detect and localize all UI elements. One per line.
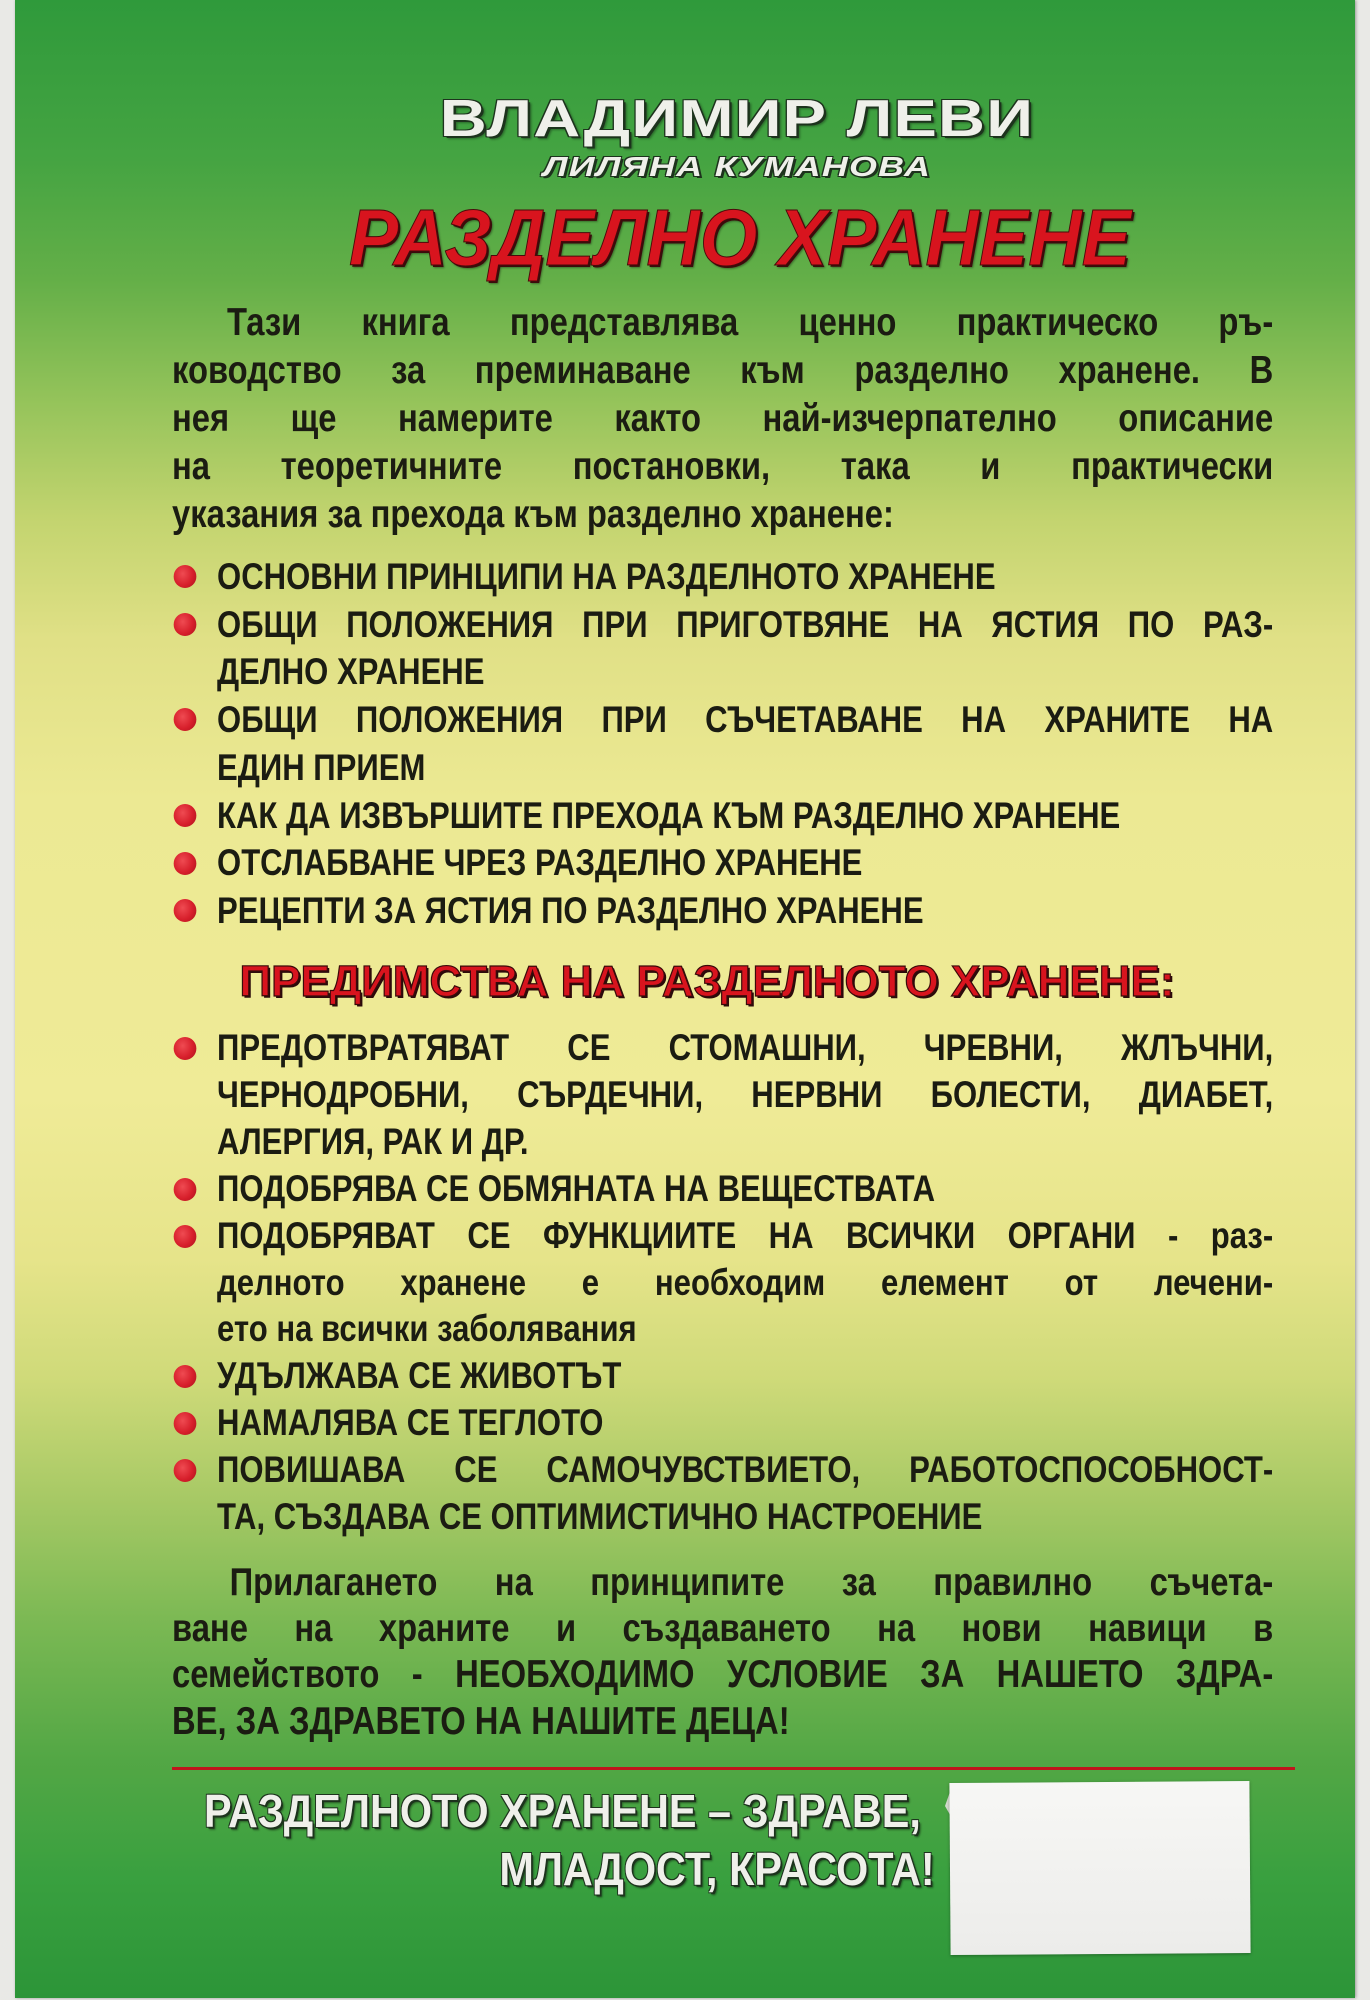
list-item — [172, 1166, 1273, 1213]
list-item-line: ПОДОБРЯВА СЕ ОБМЯНАТА НА ВЕЩЕСТВАТА — [217, 1167, 936, 1209]
list-item-line: ЕДИН ПРИЕМ — [217, 746, 426, 788]
closing-paragraph — [172, 1560, 1273, 1745]
slogan-line: МЛАДОСТ, КРАСОТА! — [499, 1843, 935, 1895]
bullet-icon — [174, 804, 197, 827]
closing-line: Прилагането на принципите за правилно съчета- — [229, 1561, 1274, 1604]
list-item — [172, 601, 1273, 696]
list-item — [172, 1447, 1273, 1541]
author-name: ВЛАДИМИР ЛЕВИ — [439, 90, 1035, 148]
list-item — [172, 839, 1273, 887]
intro-paragraph — [172, 299, 1273, 539]
list-item-line: ТА, СЪЗДАВА СЕ ОПТИМИСТИЧНО НАСТРОЕНИЕ — [217, 1496, 983, 1538]
coauthor-name: ЛИЛЯНА КУМАНОВА — [542, 151, 932, 182]
list-item-line: ОСНОВНИ ПРИНЦИПИ НА РАЗДЕЛНОТО ХРАНЕНЕ — [217, 556, 996, 597]
closing-line: ване на храните и създаването на нови навици в — [172, 1607, 1274, 1651]
bullet-icon — [174, 899, 197, 922]
bullet-icon — [174, 1459, 197, 1482]
list-item-line: ето на всички заболявания — [217, 1308, 637, 1350]
slogan-line: РАЗДЕЛНОТО ХРАНЕНЕ – ЗДРАВЕ, — [204, 1785, 921, 1837]
list-item-line: ПОДОБРЯВАТ СЕ ФУНКЦИИТЕ НА ВСИЧКИ ОРГАНИ - раз- — [217, 1214, 1274, 1256]
intro-line: Тази книга представлява ценно практическо ръ- — [227, 301, 1274, 344]
benefits-list — [172, 1025, 1273, 1541]
list-item-line: НАМАЛЯВА СЕ ТЕГЛОТО — [217, 1402, 604, 1444]
bullet-icon — [174, 1178, 197, 1201]
list-item — [172, 1025, 1273, 1166]
bullet-icon — [174, 852, 197, 875]
list-item — [172, 696, 1273, 791]
list-item-line: АЛЕРГИЯ, РАК И ДР. — [217, 1120, 529, 1162]
list-item-line: ОБЩИ ПОЛОЖЕНИЯ ПРИ ПРИГОТВЯНЕ НА ЯСТИЯ ПО РАЗ- — [217, 603, 1274, 645]
bullet-icon — [174, 613, 197, 636]
list-item-line: КАК ДА ИЗВЪРШИТЕ ПРЕХОДА КЪМ РАЗДЕЛНО ХРАНЕНЕ — [217, 794, 1121, 836]
list-item-line: ПРЕДОТВРАТЯВАТ СЕ СТОМАШНИ, ЧРЕВНИ, ЖЛЪЧНИ, — [217, 1027, 1274, 1068]
bullet-icon — [174, 1225, 197, 1248]
closing-line: ВЕ, ЗА ЗДРАВЕТО НА НАШИТЕ ДЕЦА! — [172, 1699, 790, 1743]
intro-line: ководство за преминаване към разделно хранене. В — [172, 349, 1274, 392]
topics-list — [172, 553, 1273, 935]
bullet-icon — [174, 565, 197, 588]
list-item-line: ДЕЛНО ХРАНЕНЕ — [217, 651, 485, 693]
list-item-line: делното хранене е необходим елемент от лечени- — [217, 1261, 1274, 1303]
bullet-icon — [174, 1365, 197, 1388]
list-item-line: ПОВИШАВА СЕ САМОЧУВСТВИЕТО, РАБОТОСПОСОБНОСТ- — [217, 1449, 1274, 1491]
book-title: РАЗДЕЛНО ХРАНЕНЕ — [348, 193, 1132, 282]
price-sticker — [949, 1781, 1250, 1955]
closing-line: семейството - НЕОБХОДИМО УСЛОВИЕ ЗА НАШЕТО ЗДРА- — [172, 1653, 1274, 1697]
benefits-heading: ПРЕДИМСТВА НА РАЗДЕЛНОТО ХРАНЕНЕ: — [239, 957, 1175, 1006]
list-item-line: РЕЦЕПТИ ЗА ЯСТИЯ ПО РАЗДЕЛНО ХРАНЕНЕ — [217, 889, 924, 931]
bullet-icon — [174, 708, 197, 731]
list-item — [172, 553, 1273, 601]
list-item — [172, 1400, 1273, 1447]
list-item-line: ОТСЛАБВАНЕ ЧРЕЗ РАЗДЕЛНО ХРАНЕНЕ — [217, 842, 863, 884]
list-item-line: УДЪЛЖАВА СЕ ЖИВОТЪТ — [217, 1355, 622, 1397]
list-item-line: ОБЩИ ПОЛОЖЕНИЯ ПРИ СЪЧЕТАВАНЕ НА ХРАНИТЕ НА — [217, 699, 1274, 741]
book-back-cover — [15, 0, 1355, 1998]
list-item — [172, 1213, 1273, 1354]
list-item — [172, 887, 1273, 935]
intro-line: указания за прехода към разделно хранене: — [172, 493, 894, 536]
list-item — [172, 1353, 1273, 1400]
bullet-icon — [174, 1412, 197, 1435]
list-item — [172, 792, 1273, 840]
divider-rule — [172, 1767, 1295, 1770]
intro-line: на теоретичните постановки, така и практически — [172, 445, 1274, 488]
list-item-line: ЧЕРНОДРОБНИ, СЪРДЕЧНИ, НЕРВНИ БОЛЕСТИ, ДИАБЕТ, — [217, 1073, 1274, 1115]
intro-line: нея ще намерите както най-изчерпателно описание — [172, 397, 1274, 440]
bullet-icon — [174, 1037, 197, 1060]
